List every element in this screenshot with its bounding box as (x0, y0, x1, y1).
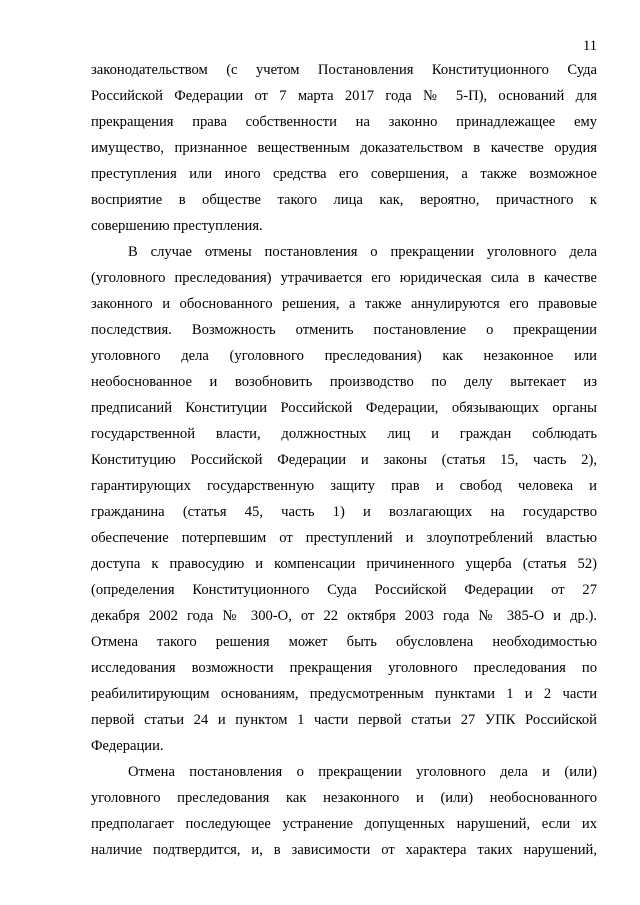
text-line: последствия. Возможность отменить постановление о прекращении (91, 322, 597, 338)
text-line: Российской Федерации от 7 марта 2017 года № 5-П), оснований для (91, 88, 597, 104)
text-line: предполагает последующее устранение допущенных нарушений, если их (91, 816, 597, 832)
text-line: уголовного дела (уголовного преследования) как незаконное или (91, 348, 597, 364)
paragraph (91, 239, 597, 759)
text-line: имущество, признанное вещественным доказательством в качестве орудия (91, 140, 597, 156)
text-line: Федерации. (91, 738, 164, 754)
text-line: предписаний Конституции Российской Федерации, обязывающих органы (91, 400, 597, 416)
text-line: законного и обоснованного решения, а также аннулируются его правовые (91, 296, 597, 312)
text-line: Конституцию Российской Федерации и законы (статья 15, часть 2), (91, 452, 597, 468)
text-line: уголовного преследования как незаконного и (или) необоснованного (91, 790, 597, 806)
text-line: декабря 2002 года № 300-О, от 22 октября 2003 года № 385-О и др.). (91, 608, 597, 624)
paragraph (91, 759, 597, 863)
text-line: первой статьи 24 и пунктом 1 части первой статьи 27 УПК Российской (91, 712, 597, 728)
text-line: реабилитирующим основаниям, предусмотренным пунктами 1 и 2 части (91, 686, 597, 702)
page-number: 11 (583, 38, 597, 54)
text-line: преступления или иного средства его совершения, а также возможное (91, 166, 597, 182)
text-line: доступа к правосудию и компенсации причиненного ущерба (статья 52) (91, 556, 597, 572)
text-line: необоснованное и возобновить производство по делу вытекает из (91, 374, 597, 390)
document-body (91, 57, 597, 863)
paragraph (91, 57, 597, 239)
text-line: (уголовного преследования) утрачивается его юридическая сила в качестве (91, 270, 597, 286)
text-line: гарантирующих государственную защиту прав и свобод человека и (91, 478, 597, 494)
text-line: наличие подтвердится, и, в зависимости от характера таких нарушений, (91, 842, 597, 858)
text-line: законодательством (с учетом Постановления Конституционного Суда (91, 62, 597, 78)
text-line: совершению преступления. (91, 218, 263, 234)
text-line: обеспечение потерпевшим от преступлений и злоупотреблений властью (91, 530, 597, 546)
text-line: государственной власти, должностных лиц и граждан соблюдать (91, 426, 597, 442)
text-line: исследования возможности прекращения уголовного преследования по (91, 660, 597, 676)
text-line: восприятие в обществе такого лица как, вероятно, причастного к (91, 192, 597, 208)
text-line: В случае отмены постановления о прекращении уголовного дела (128, 244, 597, 260)
text-line: (определения Конституционного Суда Российской Федерации от 27 (91, 582, 597, 598)
text-line: Отмена постановления о прекращении уголовного дела и (или) (128, 764, 597, 780)
text-line: прекращения права собственности на законно принадлежащее ему (91, 114, 597, 130)
text-line: гражданина (статья 45, часть 1) и возлагающих на государство (91, 504, 597, 520)
text-line: Отмена такого решения может быть обусловлена необходимостью (91, 634, 597, 650)
